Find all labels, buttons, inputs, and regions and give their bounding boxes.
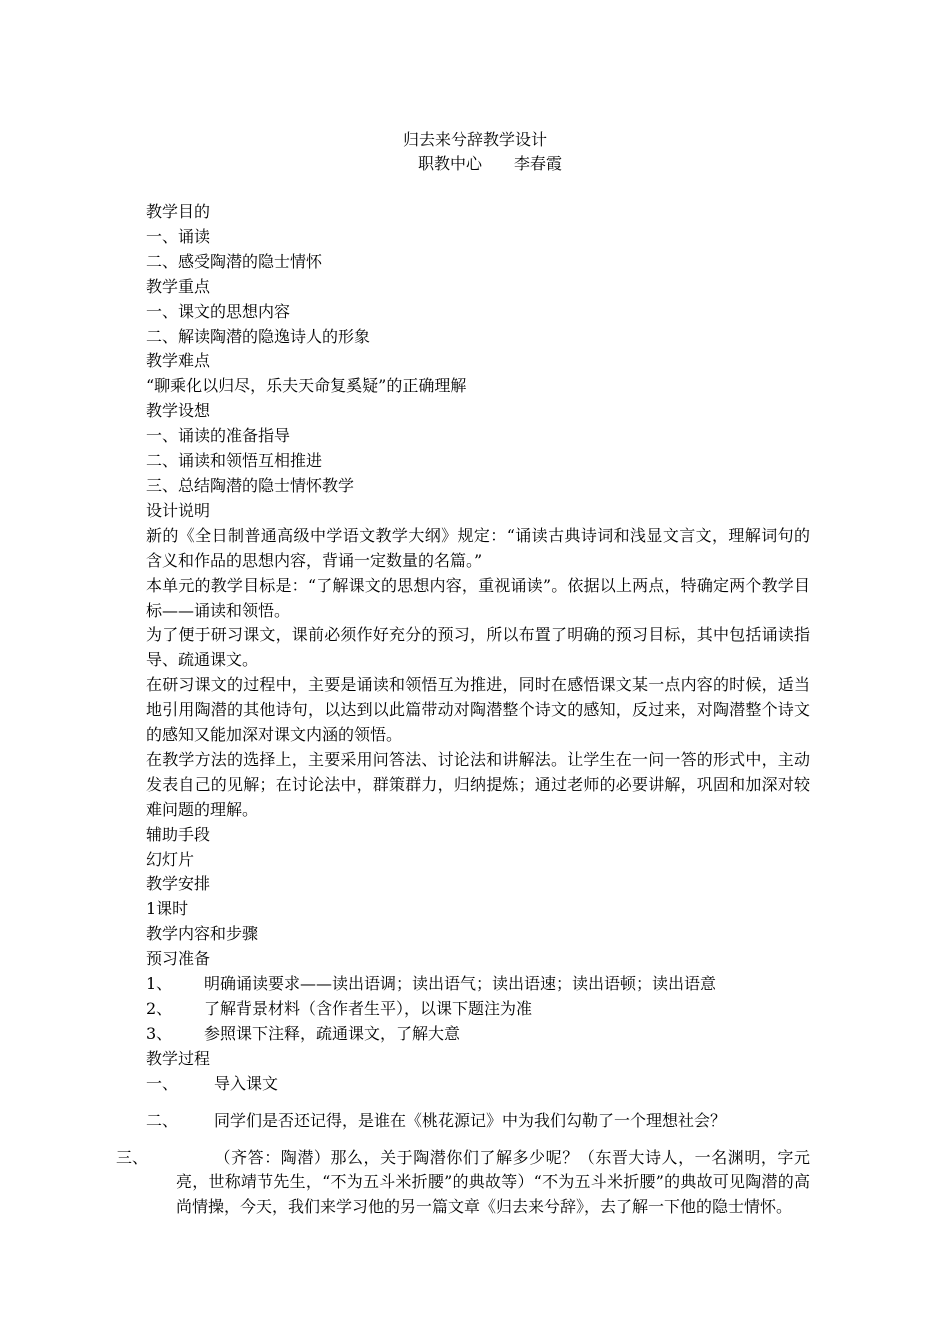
heading-objectives: 教学目的 [146,202,211,221]
design-paragraph: 为了便于研习课文，课前必须作好充分的预习，所以布置了明确的预习目标，其中包括诵读指导、疏通课文。 [146,625,810,670]
document-body [116,200,810,1220]
process-text: 导入课文 [214,1073,279,1093]
plan-item: 二、诵读和领悟互相推进 [146,451,323,471]
prep-item [146,1022,810,1047]
prep-number: 2、 [146,999,173,1018]
design-paragraph: 本单元的教学目标是：“了解课文的思想内容，重视诵读”。依据以上两点，特确定两个教学目标——诵读和领悟。 [146,575,810,620]
objective-item: 二、感受陶潜的隐士情怀 [146,251,323,271]
prep-number: 3、 [146,1023,173,1043]
difficulty-item: “聊乘化以归尽，乐夫天命复奚疑”的正确理解 [146,376,467,396]
plan-item: 一、诵读的准备指导 [146,426,291,446]
plan-item: 三、总结陶潜的隐士情怀教学 [146,475,355,495]
design-paragraph: 在教学方法的选择上，主要采用问答法、讨论法和讲解法。让学生在一问一答的形式中，主动发表自己的见解；在讨论法中，群策群力，归纳提炼；通过老师的必要讲解，巩固和加深对较难问题的理解。 [146,749,810,819]
prep-item [146,997,810,1022]
process-text: 同学们是否还记得，是谁在《桃花源记》中为我们勾勒了一个理想社会？ [214,1110,727,1130]
heading-process: 教学过程 [146,1048,211,1068]
process-number: 二、 [146,1110,179,1130]
key-point-item: 一、课文的思想内容 [146,301,291,321]
prep-item [146,972,810,997]
process-number: 三、 [116,1147,149,1167]
prep-text: 明确诵读要求——读出语调；读出语气；读出语速；读出语顿；读出语意 [204,974,717,994]
heading-schedule: 教学安排 [146,874,211,894]
schedule-item: 1课时 [146,899,189,919]
heading-aids: 辅助手段 [146,824,211,844]
design-paragraph: 新的《全日制普通高级中学语文教学大纲》规定：“诵读古典诗词和浅显文言文，理解词句的含义和作品的思想内容，背诵一定数量的名篇。” [146,525,810,570]
process-item [146,1072,810,1097]
process-item [146,1109,810,1134]
heading-difficulties: 教学难点 [146,351,211,371]
prep-number: 1、 [146,974,173,994]
process-number: 一、 [146,1073,179,1093]
prep-text: 了解背景材料（含作者生平），以课下题注为准 [204,999,533,1018]
heading-plan: 教学设想 [146,401,211,421]
document-title: 归去来兮辞教学设计 [402,130,547,149]
heading-design-notes: 设计说明 [146,500,211,520]
objective-item: 一、诵读 [146,226,211,246]
heading-key-points: 教学重点 [146,276,211,296]
key-point-item: 二、解读陶潜的隐逸诗人的形象 [146,326,371,346]
heading-preparation: 预习准备 [146,949,211,969]
prep-text: 参照课下注释，疏通课文，了解大意 [204,1023,461,1043]
aids-item: 幻灯片 [146,849,195,869]
document-author: 职教中心 李春霞 [418,154,563,173]
design-paragraph: 在研习课文的过程中，主要是诵读和领悟互为推进，同时在感悟课文某一点内容的时候，适当地引用陶潜的其他诗句，以达到以此篇带动对陶潜整个诗文的感知，反过来，对陶潜整个诗文的感知又能加深对课文内涵的领悟。 [146,675,810,745]
process-item [116,1146,810,1221]
process-text: （齐答：陶潜）那么，关于陶潜你们了解多少呢？（东晋大诗人，一名渊明，字元亮，世称靖节先生，“不为五斗米折腰”的典故等）“不为五斗米折腰”的典故可见陶潜的高尚情操，今天，我们来学习他的另一篇文章《归去来兮辞》，去了解一下他的隐士情怀。 [176,1147,810,1217]
heading-content-steps: 教学内容和步骤 [146,924,259,944]
